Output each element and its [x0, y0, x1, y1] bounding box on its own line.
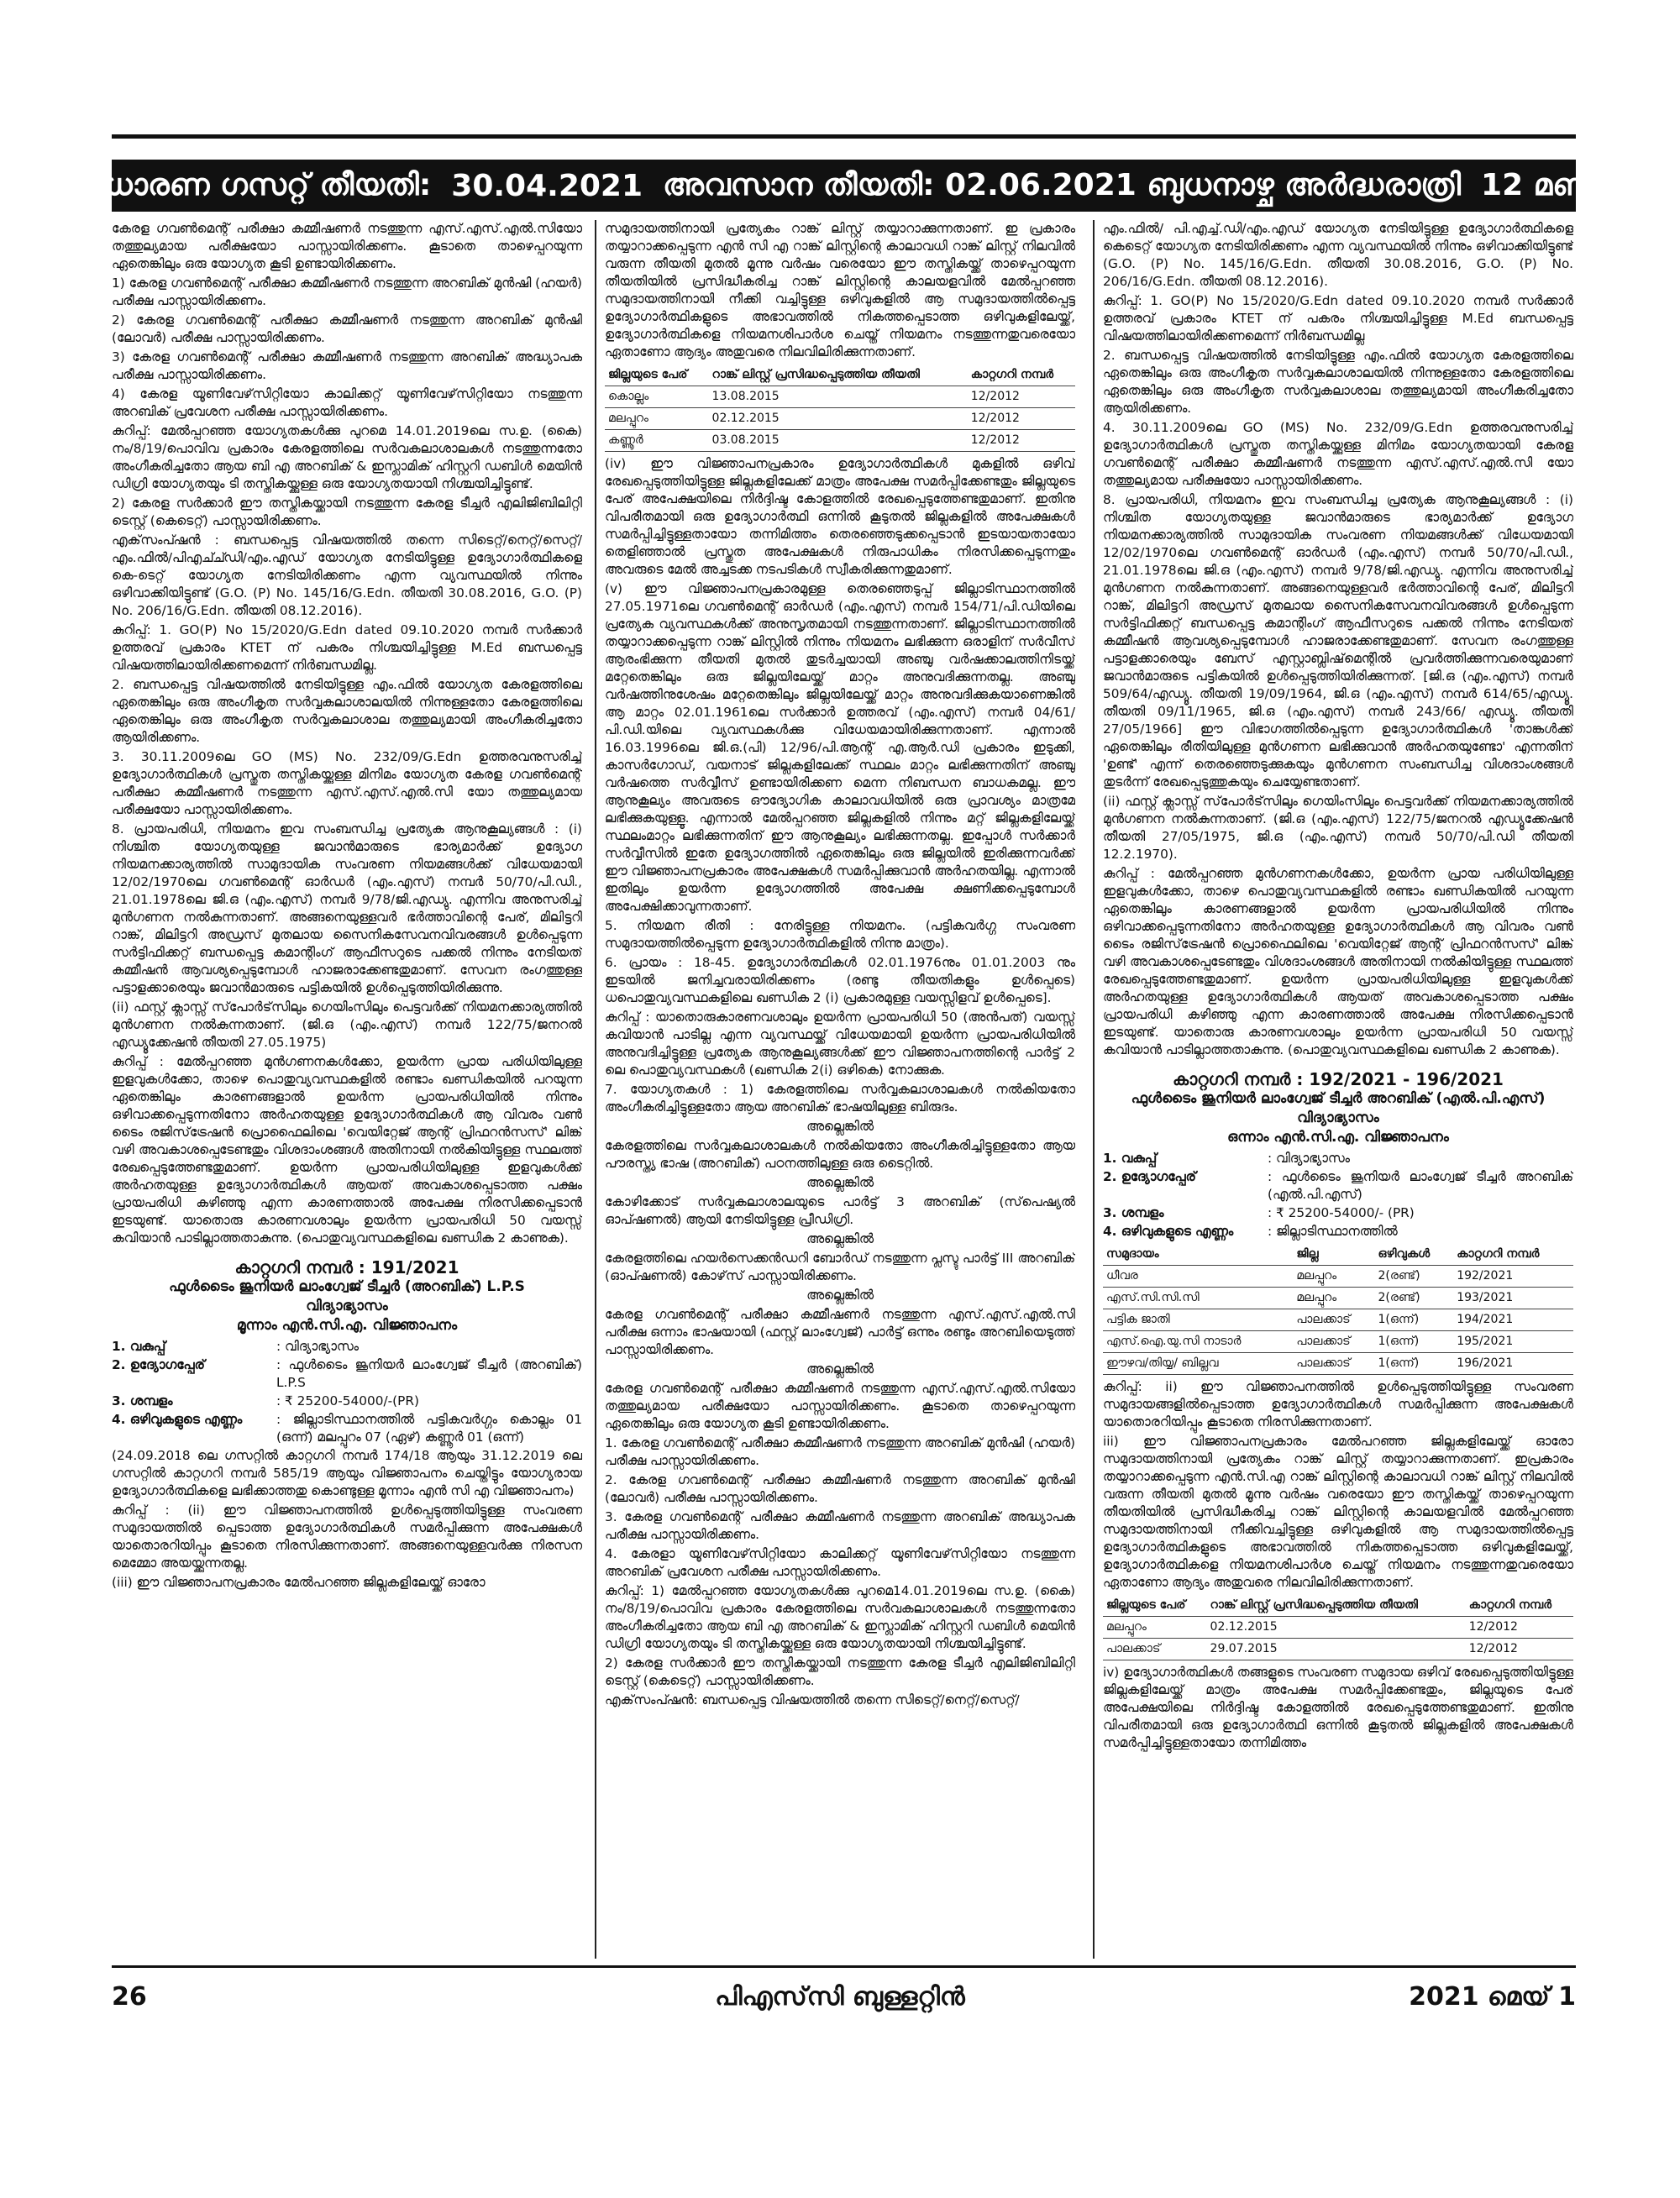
detail-row: 2. ഉദ്യോഗപ്പേര് : ഫുള്‍ടൈം ജൂനിയര്‍ ലാംഗ്വേജ് ടീച്ചര്‍ (അറബിക്) L.P.S — [112, 1357, 582, 1390]
paragraph: (iv) ഈ വിജ്ഞാപനപ്രകാരം ഉദ്യോഗാര്‍ത്ഥികള്‍ മുകളില്‍ ഒഴിവ് രേഖപ്പെടുത്തിയിട്ടുള്ള ജില്ലകളിലേക്ക് മാത്രം അപേക്ഷ സമര്‍പ്പിക്കേണ്ടതും ജില്ലയുടെ പേര് അപേക്ഷയിലെ നിര്‍ദ്ദിഷ്ട കോളത്തില്‍ രേഖപ്പെടുത്തേണ്ടതുമാണ്. ഇതിനു വിപരീതമായി ഒരു ഉദ്യോഗാര്‍ത്ഥി ഒന്നില്‍ കൂടുതല്‍ ജില്ലകളില്‍ അപേക്ഷകള്‍ സമര്‍പ്പിച്ചിട്ടുള്ളതായോ തന്നിമിത്തം തെരഞ്ഞെടുക്കപ്പെടാന്‍ ഇടയായതായോ തെളിഞ്ഞാല്‍ പ്രസ്തുത അപേക്ഷകള്‍ നിരുപാധികം നിരസിക്കപ്പെടുന്നതും അവരുടെ മേല്‍ അച്ചടക്ക നടപടികള്‍ സ്വീകരിക്കുന്നതുമാണ്. — [605, 456, 1075, 577]
note: കുറിപ്പ് : (ii) ഈ വിജ്ഞാപനത്തില്‍ ഉള്‍പ്പെടുത്തിയിട്ടുള്ള സംവരണ സമുദായത്തില്‍ പ്പെടാത്ത ഉദ്യോഗാര്‍ത്ഥികള്‍ സമര്‍പ്പിക്കുന്ന അപേക്ഷകള്‍ യാതൊരറിയിപ്പും കൂടാതെ നിരസിക്കുന്നതാണ്. അങ്ങനെയുള്ളവര്‍ക്കു നിരസന മെമ്മോ അയയ്ക്കുന്നതല്ല. — [112, 1503, 582, 1571]
or-separator: അല്ലെങ്കില്‍ — [806, 1361, 874, 1377]
publication-title: പിഎസ്‌സി ബുള്ളറ്റിന്‍ — [715, 1982, 965, 2012]
note: 3. 30.11.2009ലെ GO (MS) No. 232/09/G.Edn ഉത്തരവനുസരിച്ച് ഉദ്യോഗാര്‍ത്ഥികള്‍ പ്രസ്തുത തസ്തികയ്ക്കുള്ള മിനിമം യോഗ്യത കേരള ഗവണ്‍മെന്റ് പരീക്ഷാ കമ്മീഷണര്‍ നടത്തുന്ന എസ്.എസ്.എല്‍.സി യോ തത്തുല്യമായ പരീക്ഷയോ പാസ്സായിരിക്കണം. — [112, 749, 582, 817]
detail-row: 3. ശമ്പളം : ₹ 25200-54000/-(PR) — [112, 1393, 419, 1409]
age-concession: (ii) ഫസ്റ്റ് ക്ലാസ്സ് സ്‌പോര്‍ട്‌സിലും ഗെയിംസിലും പെട്ടവര്‍ക്ക് നിയമനക്കാര്യത്തില്‍ മുന്‍ഗണന നല്‍കുന്നതാണ്. (ജി.ഒ (എം.എസ്) നമ്പര്‍ 122/75/ജനറല്‍ എഡ്യൂക്കേഷന്‍ തീയതി 27.05.1975) — [112, 999, 582, 1050]
table-header: സമുദായം — [1103, 1244, 1293, 1266]
qualification: കേരള ഗവണ്‍മെന്റ് പരീക്ഷാ കമ്മീഷണര്‍ നടത്തുന്ന എസ്.എസ്.എല്‍.സി പരീക്ഷ ഒന്നാം ഭാഷയായി (ഫസ്റ്റ് ലാംഗ്വേജ്) പാര്‍ട്ട് ഒന്നും രണ്ടും അറബിയെടുത്ത് പാസ്സായിരിക്കണം. — [605, 1307, 1075, 1357]
last-date: അവസാന തീയതി: 02.06.2021 ബുധനാഴ്ച അര്‍ദ്ധരാത്രി — [663, 168, 1462, 202]
detail-row: 1. വകുപ്പ് : വിദ്യാഭ്യാസം — [1103, 1151, 1350, 1166]
qualification: 7. യോഗ്യതകള്‍ : 1) കേരളത്തിലെ സര്‍വ്വകലാശാലകള്‍ നല്‍കിയതോ അംഗീകരിച്ചിട്ടുള്ളതോ ആയ അറബിക് ഭാഷയിലുള്ള ബിരുദം. — [605, 1082, 1075, 1115]
detail-row: 3. ശമ്പളം : ₹ 25200-54000/- (PR) — [1103, 1205, 1415, 1220]
paragraph: സമുദായത്തിനായി പ്രത്യേകം റാങ്ക് ലിസ്റ്റ് തയ്യാറാക്കുന്നതാണ്. ഇ പ്രകാരം തയ്യാറാക്കപ്പെടുന്ന എന്‍ സി എ റാങ്ക് ലിസ്റ്റിന്റെ കാലാവധി റാങ്ക് ലിസ്റ്റ് നിലവില്‍ വരുന്ന തീയതി മുതല്‍ മൂന്നു വര്‍ഷം വരെയോ ഈ തസ്തികയ്ക്ക് താഴെപ്പറയുന്ന തീയതിയില്‍ പ്രസിദ്ധീകരിച്ച റാങ്ക് ലിസ്റ്റിന്റെ കാലയളവില്‍ മേല്‍പ്പറഞ്ഞ സമുദായത്തിനായി നീക്കി വച്ചിട്ടുള്ള ഒഴിവുകളില്‍ ആ സമുദായത്തില്‍പ്പെട്ട ഉദ്യോഗാര്‍ത്ഥികളുടെ അഭാവത്തില്‍ നികത്തപ്പെടാത്ത ഒഴിവുകളിലേയ്ക്ക്, ഉദ്യോഗാര്‍ത്ഥികളെ നിയമനശിപാര്‍ശ ചെയ്ത് നിയമനം നടത്തുന്നതുവരെയോ ഏതാണോ ആദ്യം അതുവരെ നിലവിലിരിക്കുന്നതാണ്. — [605, 221, 1075, 359]
table-row: എസ്.ഐ.യു.സി നാടാര്‍ പാലക്കാട് 1(ഒന്ന്) 195/2021 — [1103, 1331, 1573, 1353]
or-separator: അല്ലെങ്കില്‍ — [806, 1231, 874, 1246]
paragraph: കേരള ഗവണ്‍മെന്റ് പരീക്ഷാ കമ്മീഷണര്‍ നടത്തുന്ന എസ്.എസ്.എല്‍.സിയോ തത്തുല്യമായ പരീക്ഷയോ പാസ്സായിരിക്കണം. കൂടാതെ താഴെപ്പറയുന്ന ഏതെങ്കിലും ഒരു യോഗ്യത കൂടി ഉണ്ടായിരിക്കണം. — [112, 221, 582, 271]
note: കുറിപ്പ്: 1) മേല്‍പ്പറഞ്ഞ യോഗ്യതകള്‍ക്കു പുറമെ14.01.2019ലെ സ.ഉ. (കൈ) നം/8/19/പൊവിവ പ്രകാരം കേരളത്തിലെ സര്‍വകലാശാലകള്‍ നടത്തുന്നതോ അംഗീകരിച്ചതോ ആയ ബി എ അറബിക് & ഇസ്ലാമിക് ഹിസ്റ്ററി ഡബിള്‍ മെയിന്‍ ഡിഗ്രി യോഗ്യതയും ടി തസ്തികയ്ക്കുള്ള ഒരു യോഗ്യതയായി നിശ്ചയിച്ചിട്ടുണ്ട്. — [605, 1583, 1075, 1651]
category-title: ഫുള്‍ടൈം ജൂനിയര്‍ ലാംഗ്വേജ് ടീച്ചര്‍ (അറബിക്) L.P.S — [169, 1278, 525, 1295]
note: കുറിപ്പ് : യാതൊരുകാരണവശാലും ഉയര്‍ന്ന പ്രായപരിധി 50 (അന്‍പത്) വയസ്സ് കവിയാന്‍ പാടില്ല എന്ന വ്യവസ്ഥയ്ക്ക് വിധേയമായി ഉയര്‍ന്ന പ്രായപരിധിയില്‍ അനുവദിച്ചിട്ടുള്ള പ്രത്യേക ആനുകൂല്യങ്ങള്‍ക്ക് ഈ വിജ്ഞാപനത്തിന്റെ പാര്‍ട്ട് 2 ലെ പൊതുവ്യവസ്ഥകള്‍ (ഖണ്ഡിക 2(i) ഒഴികെ) നോക്കുക. — [605, 1010, 1075, 1078]
note: കുറിപ്പ്: 1. GO(P) No 15/2020/G.Edn dated 09.10.2020 നമ്പര്‍ സര്‍ക്കാര്‍ ഉത്തരവ് പ്രകാരം KTET ന് പകരം നിശ്ചയിച്ചിട്ടുള്ള M.Ed ബന്ധപ്പെട്ട വിഷയത്തിലായിരിക്കണമെന്ന് നിര്‍ബന്ധമില്ല — [1103, 293, 1573, 344]
table-header: കാറ്റഗറി നമ്പര്‍ — [1453, 1244, 1573, 1266]
column-1 — [112, 220, 582, 1959]
detail-row: 4. ഒഴിവുകളുടെ എണ്ണം : ജില്ലാടിസ്ഥാനത്തില്‍ — [1103, 1224, 1398, 1239]
gazette-banner — [8, 160, 1679, 212]
table-row: കണ്ണൂര്‍ 03.08.2015 12/2012 — [605, 430, 1075, 452]
category-number: കാറ്റഗറി നമ്പര്‍ : 191/2021 — [234, 1257, 459, 1277]
note: 2. ബന്ധപ്പെട്ട വിഷയത്തില്‍ നേടിയിട്ടുള്ള എം.ഫില്‍ യോഗ്യത കേരളത്തിലെ ഏതെങ്കിലും ഒരു അംഗീകൃത സര്‍വ്വകലാശാലയില്‍ നിന്നുള്ളതോ കേരളത്തിലെ ഏതെങ്കിലും ഒരു അംഗീകൃത സര്‍വ്വകലാശാല തത്തുല്യമായി അംഗീകരിച്ചതോ ആയിരിക്കണം. — [1103, 348, 1573, 416]
exemption: എക്‌സംപ്ഷന്‍: ബന്ധപ്പെട്ട വിഷയത്തില്‍ തന്നെ സിടെറ്റ്/നെറ്റ്/സെറ്റ്/ — [605, 1692, 1020, 1708]
gazette-date: 30.04.2021 — [451, 168, 643, 203]
nca-notice: മൂന്നാം എന്‍.സി.എ. വിജ്ഞാപനം — [236, 1317, 458, 1334]
category-header — [1103, 1071, 1573, 1146]
note: 4. 30.11.2009ലെ GO (MS) No. 232/09/G.Edn ഉത്തരവനുസരിച്ച് ഉദ്യോഗാര്‍ത്ഥികള്‍ പ്രസ്തുത തസ്തികയ്ക്കുള്ള മിനിമം യോഗ്യതയായി കേരള ഗവണ്‍മെന്റ് പരീക്ഷാ കമ്മീഷണര്‍ നടത്തുന്ന എസ്.എസ്.എല്‍.സി യോ തത്തുല്യമായ പരീക്ഷയോ പാസ്സായിരിക്കണം. — [1103, 420, 1573, 488]
department: വിദ്യാഭ്യാസം — [306, 1298, 388, 1314]
category-header — [112, 1259, 582, 1335]
detail-row: 4. ഒഴിവുകളുടെ എണ്ണം : ജില്ലാടിസ്ഥാനത്തില്‍ പട്ടികവര്‍ഗ്ഗം കൊല്ലം 01 (ഒന്ന്) മലപ്പുറം 07 (ഏഴ്) കണ്ണൂര്‍ 01 (ഒന്ന്) — [112, 1412, 582, 1445]
note: 2) കേരള സര്‍ക്കാര്‍ ഈ തസ്തികയ്ക്കായി നടത്തുന്ന കേരള ടീച്ചര്‍ എലിജിബിലിറ്റി ടെസ്റ്റ് (കെടെറ്റ്) പാസ്സായിരിക്കണം. — [112, 496, 582, 528]
note: കുറിപ്പ്: മേല്‍പ്പറഞ്ഞ യോഗ്യതകള്‍ക്കു പുറമെ 14.01.2019ലെ സ.ഉ. (കൈ) നം/8/19/പൊവിവ പ്രകാരം കേരളത്തിലെ സര്‍വകലാശാലകള്‍ നടത്തുന്നതോ അംഗീകരിച്ചതോ ആയ ബി എ അറബിക് & ഇസ്ലാമിക് ഹിസ്റ്ററി ഡബിള്‍ മെയിന്‍ ഡിഗ്രി യോഗ്യതയും ടി തസ്തികയ്ക്കുള്ള ഒരു യോഗ്യതയായി നിശ്ചയിച്ചിട്ടുണ്ട്. — [112, 423, 582, 491]
age-note: കുറിപ്പ് : മേല്‍പ്പറഞ്ഞ മുന്‍ഗണനകള്‍ക്കോ, ഉയര്‍ന്ന പ്രായ പരിധിയിലുള്ള ഇളവുകള്‍ക്കോ, താഴെ പൊതുവ്യവസ്ഥകളില്‍ രണ്ടാം ഖണ്ഡികയില്‍ പറയുന്ന ഏതെങ്കിലും കാരണങ്ങളാല്‍ ഉയര്‍ന്ന പ്രായപരിധിയില്‍ നിന്നും ഒഴിവാക്കപ്പെടുന്നതിനോ അര്‍ഹതയുള്ള ഉദ്യോഗാര്‍ത്ഥികള്‍ ആ വിവരം വണ്‍ ടൈം രജിസ്‌ട്രേഷന്‍ പ്രൊഫൈലിലെ 'വെയിറ്റേജ് ആന്റ് പ്രിഫറന്‍സസ്' ലിങ്ക് വഴി അവകാശപ്പെടേണ്ടതും വിശദാംശങ്ങള്‍ അതിനായി നല്‍കിയിട്ടുള്ള സ്ഥലത്ത് രേഖപ്പെടുത്തേണ്ടതുമാണ്. ഉയര്‍ന്ന പ്രായപരിധിയിലുള്ള ഇളവുകള്‍ക്ക് അര്‍ഹതയുള്ള ഉദ്യോഗാര്‍ത്ഥികള്‍ ആയത് അവകാശപ്പെടാത്ത പക്ഷം പ്രായപരിധി കഴിഞ്ഞു എന്ന കാരണത്താല്‍ അപേക്ഷ നിരസിക്കപ്പെടാന്‍ ഇടയുണ്ട്. യാതൊരു കാരണവശാലും ഉയര്‍ന്ന പ്രായപരിധി 50 വയസ്സ് കവിയാന്‍ പാടില്ലാത്തതാകുന്നു. (പൊതുവ്യവസ്ഥകളിലെ ഖണ്ഡിക 2 കാണുക). — [1103, 866, 1573, 1057]
qualification: കേരള ഗവണ്‍മെന്റ് പരീക്ഷാ കമ്മീഷണര്‍ നടത്തുന്ന എസ്.എസ്.എല്‍.സിയോ തത്തുല്യമായ പരീക്ഷയോ പാസ്സായിരിക്കണം. കൂടാതെ താഴെപ്പറയുന്ന ഏതെങ്കിലും ഒരു യോഗ്യത കൂടി ഉണ്ടായിരിക്കണം. — [605, 1381, 1075, 1431]
page-number: 26 — [112, 1982, 147, 2012]
paragraph: 5. നിയമന രീതി : നേരിട്ടുള്ള നിയമനം. (പട്ടികവര്‍ഗ്ഗ സംവരണ സമുദായത്തില്‍പ്പെടുന്ന ഉദ്യോഗാര്‍ത്ഥികളില്‍ നിന്നു മാത്രം). — [605, 918, 1075, 951]
list-item: 3. കേരള ഗവണ്‍മെന്റ് പരീക്ഷാ കമ്മീഷണര്‍ നടത്തുന്ന അറബിക് അദ്ധ്യാപക പരീക്ഷ പാസ്സായിരിക്കണം. — [605, 1509, 1075, 1542]
column-divider — [1093, 220, 1095, 1959]
list-item: 2. കേരള ഗവണ്‍മെന്റ് പരീക്ഷാ കമ്മീഷണര്‍ നടത്തുന്ന അറബിക് മുന്‍ഷി (ലോവര്‍) പരീക്ഷ പാസ്സായിരിക്കണം. — [605, 1472, 1075, 1505]
list-item: 4. കേരളാ യൂണിവേഴ്‌സിറ്റിയോ കാലിക്കറ്റ് യൂണിവേഴ്‌സിറ്റിയോ നടത്തുന്ന അറബിക് പ്രവേശന പരീക്ഷ പാസ്സായിരിക്കണം. — [605, 1546, 1075, 1579]
exemption: എക്‌സംപ്ഷന്‍ : ബന്ധപ്പെട്ട വിഷയത്തില്‍ തന്നെ സിടെറ്റ്/നെറ്റ്/സെറ്റ്/എം.ഫില്‍/പിഎച്ച്ഡി/എം.എഡ് യോഗ്യത നേടിയിട്ടുള്ള ഉദ്യോഗാര്‍ത്ഥികളെ കെ-ടെറ്റ് യോഗ്യത നേടിയിരിക്കണം എന്ന വ്യവസ്ഥയില്‍ നിന്നും ഒഴിവാക്കിയിട്ടുണ്ട് (G.O. (P) No. 145/16/G.Edn. തീയതി 30.08.2016, G.O. (P) No. 206/16/G.Edn. തീയതി 08.12.2016). — [112, 532, 582, 618]
paragraph: എം.ഫില്‍/ പി.എച്ച്.ഡി/എം.എഡ് യോഗ്യത നേടിയിട്ടുള്ള ഉദ്യോഗാര്‍ത്ഥികളെ കെടെറ്റ് യോഗ്യത നേടിയിരിക്കണം എന്ന വ്യവസ്ഥയില്‍ നിന്നും ഒഴിവാക്കിയിട്ടുണ്ട് (G.O. (P) No. 145/16/G.Edn. തീയതി 30.08.2016, G.O. (P) No. 206/16/G.Edn. തീയതി 08.12.2016). — [1103, 221, 1573, 289]
table-header: കാറ്റഗറി നമ്പര്‍ — [968, 365, 1075, 386]
qualification: കേരളത്തിലെ ഹയര്‍സെക്കന്‍ഡറി ബോര്‍ഡ് നടത്തുന്ന പ്ലസ്ടു പാര്‍ട്ട് III അറബിക് (ഓപ്ഷണല്‍) കോഴ്‌സ് പാസ്സായിരിക്കണം. — [605, 1251, 1075, 1283]
list-item: 2) കേരള ഗവണ്‍മെന്റ് പരീക്ഷാ കമ്മീഷണര്‍ നടത്തുന്ന അറബിക് മുന്‍ഷി (ലോവര്‍) പരീക്ഷ പാസ്സായിരിക്കണം. — [112, 312, 582, 345]
qualification: കേരളത്തിലെ സര്‍വ്വകലാശാലകള്‍ നല്‍കിയതോ അംഗീകരിച്ചിട്ടുള്ളതോ ആയ പൗരസ്ത്യ ഭാഷ (അറബിക്) പഠനത്തിലുള്ള ഒരു ടൈറ്റില്‍. — [605, 1138, 1075, 1171]
age-note: കുറിപ്പ് : മേല്‍പ്പറഞ്ഞ മുന്‍ഗണനകള്‍ക്കോ, ഉയര്‍ന്ന പ്രായ പരിധിയിലുള്ള ഇളവുകള്‍ക്കോ, താഴെ പൊതുവ്യവസ്ഥകളില്‍ രണ്ടാം ഖണ്ഡികയില്‍ പറയുന്ന ഏതെങ്കിലും കാരണങ്ങളാല്‍ ഉയര്‍ന്ന പ്രായപരിധിയില്‍ നിന്നും ഒഴിവാക്കപ്പെടുന്നതിനോ അര്‍ഹതയുള്ള ഉദ്യോഗാര്‍ത്ഥികള്‍ ആ വിവരം വണ്‍ ടൈം രജിസ്‌ട്രേഷന്‍ പ്രൊഫൈലിലെ 'വെയിറ്റേജ് ആന്റ് പ്രിഫറന്‍സസ്' ലിങ്ക് വഴി അവകാശപ്പെടേണ്ടതും വിശദാംശങ്ങള്‍ അതിനായി നല്‍കിയിട്ടുള്ള സ്ഥലത്ത് രേഖപ്പെടുത്തേണ്ടതുമാണ്. ഉയര്‍ന്ന പ്രായപരിധിയിലുള്ള ഇളവുകള്‍ക്ക് അര്‍ഹതയുള്ള ഉദ്യോഗാര്‍ത്ഥികള്‍ ആയത് അവകാശപ്പെടാത്ത പക്ഷം പ്രായപരിധി കഴിഞ്ഞു എന്ന കാരണത്താല്‍ അപേക്ഷ നിരസിക്കപ്പെടാന്‍ ഇടയുണ്ട്. യാതൊരു കാരണവശാലും ഉയര്‍ന്ന പ്രായപരിധി 50 വയസ്സ് കവിയാന്‍ പാടില്ലാത്തതാകുന്നു. (പൊതുവ്യവസ്ഥകളിലെ ഖണ്ഡിക 2 കാണുക). — [112, 1054, 582, 1246]
detail-row: 2. ഉദ്യോഗപ്പേര് : ഫുള്‍ടൈം ജൂനിയര്‍ ലാംഗ്വേജ് ടീച്ചര്‍ അറബിക് (എല്‍.പി.എസ്) — [1103, 1169, 1573, 1202]
or-separator: അല്ലെങ്കില്‍ — [806, 1288, 874, 1303]
table-row: മലപ്പുറം 02.12.2015 12/2012 — [605, 408, 1075, 430]
paragraph: (v) ഈ വിജ്ഞാപനപ്രകാരമുള്ള തെരഞ്ഞെടുപ്പ് ജില്ലാടിസ്ഥാനത്തില്‍ 27.05.1971ലെ ഗവണ്‍മെന്റ് ഓര്‍ഡര്‍ (എം.എസ്) നമ്പര്‍ 154/71/പി.ഡിയിലെ പ്രത്യേക വ്യവസ്ഥകള്‍ക്ക് അനുസൃതമായി നടത്തുന്നതാണ്. ജില്ലാടിസ്ഥാനത്തില്‍ തയ്യാറാക്കപ്പെടുന്ന റാങ്ക് ലിസ്റ്റില്‍ നിന്നും നിയമനം ലഭിക്കുന്ന ഒരാളിന് സര്‍വീസ് ആരംഭിക്കുന്ന തീയതി മുതല്‍ തുടര്‍ച്ചയായി അഞ്ചു വര്‍ഷക്കാലത്തിനിടയ്ക്ക് മറ്റേതെങ്കിലും ഒരു ജില്ലയിലേയ്ക്ക് മാറ്റം അനുവദിക്കുന്നതല്ല. അഞ്ചു വര്‍ഷത്തിനുശേഷം മറ്റേതെങ്കിലും ജില്ലയിലേയ്ക്ക് മാറ്റം അനുവദിക്കുകയാണെങ്കില്‍ ആ മാറ്റം 02.01.1961ലെ സര്‍ക്കാര്‍ ഉത്തരവ് (എം.എസ്) നമ്പര്‍ 04/61/പി.ഡി.യിലെ വ്യവസ്ഥകള്‍ക്കു വിധേയമായിരിക്കുന്നതാണ്. എന്നാല്‍ 16.03.1996ലെ ജി.ഒ.(പി) 12/96/പി.ആന്റ് എ.ആര്‍.ഡി പ്രകാരം ഇടുക്കി, കാസര്‍ഗോഡ്, വയനാട് ജില്ലകളിലേക്ക് സ്ഥലം മാറ്റം ലഭിക്കുന്നതിന് അഞ്ചു വര്‍ഷത്തെ സര്‍വ്വീസ് ഉണ്ടായിരിക്കണ മെന്ന നിബന്ധന ബാധകമല്ല. ഈ ആനുകൂല്യം അവരുടെ ഔദ്യോഗിക കാലാവധിയില്‍ ഒരു പ്രാവശ്യം മാത്രമേ ലഭിക്കുകയുള്ളൂ. എന്നാല്‍ മേല്‍പ്പറഞ്ഞ ജില്ലകളില്‍ നിന്നും മറ്റ് ജില്ലകളിലേയ്ക്ക് സ്ഥലംമാറ്റം ലഭിക്കുന്നതിന് ഈ ആനുകൂല്യം ലഭിക്കുന്നതല്ല. ഇപ്പോള്‍ സര്‍ക്കാര്‍ സര്‍വ്വീസില്‍ ഇതേ ഉദ്യോഗത്തില്‍ ഏതെങ്കിലും ഒരു ജില്ലയില്‍ ഇരിക്കുന്നവര്‍ക്ക് ഈ വിജ്ഞാപനപ്രകാരം അപേക്ഷകള്‍ സമര്‍പ്പിക്കുവാന്‍ അര്‍ഹതയില്ല. എന്നാല്‍ ഇതിലും ഉയര്‍ന്ന ഉദ്യോഗത്തില്‍ അപേക്ഷ ക്ഷണിക്കപ്പെടുമ്പോള്‍ അപേക്ഷിക്കാവുന്നതാണ്. — [605, 581, 1075, 914]
table-row: കൊല്ലം 13.08.2015 12/2012 — [605, 386, 1075, 408]
column-divider — [595, 220, 596, 1959]
rank-list-table — [1103, 1595, 1573, 1660]
table-header: ജില്ലയുടെ പേര് — [1103, 1595, 1207, 1617]
department: വിദ്യാഭ്യാസം — [1297, 1109, 1379, 1126]
column-2 — [605, 220, 1075, 1959]
table-header: കാറ്റഗറി നമ്പര്‍ — [1466, 1595, 1573, 1617]
nca-notice: ഒന്നാം എന്‍.സി.എ. വിജ്ഞാപനം — [1227, 1129, 1449, 1146]
table-header: ജില്ല — [1293, 1244, 1374, 1266]
note: 2. ബന്ധപ്പെട്ട വിഷയത്തില്‍ നേടിയിട്ടുള്ള എം.ഫില്‍ യോഗ്യത കേരളത്തിലെ ഏതെങ്കിലും ഒരു അംഗീകൃത സര്‍വ്വകലാശാലയില്‍ നിന്നുള്ളതോ കേരളത്തിലെ ഏതെങ്കിലും ഒരു അംഗീകൃത സര്‍വ്വകലാശാല തത്തുല്യമായി അംഗീകരിച്ചതോ ആയിരിക്കണം. — [112, 677, 582, 745]
rank-list-table — [605, 365, 1075, 452]
issue-date: 2021 മെയ് 1 — [1409, 1982, 1576, 2012]
paragraph: iv) ഉദ്യോഗാര്‍ത്ഥികള്‍ തങ്ങളുടെ സംവരണ സമുദായ ഒഴിവ് രേഖപ്പെടുത്തിയിട്ടുള്ള ജില്ലകളിലേയ്ക്ക് മാത്രം അപേക്ഷ സമര്‍പ്പിക്കേണ്ടതും, ജില്ലയുടെ പേര് അപേക്ഷയിലെ നിര്‍ദ്ദിഷ്ട കോളത്തില്‍ രേഖപ്പെടുത്തേണ്ടതുമാണ്. ഇതിനു വിപരീതമായി ഒരു ഉദ്യോഗാര്‍ത്ഥി ഒന്നില്‍ കൂടുതല്‍ ജില്ലകളില്‍ അപേക്ഷകള്‍ സമര്‍പ്പിച്ചിട്ടുള്ളതായോ തന്നിമിത്തം — [1103, 1665, 1573, 1750]
note: കുറിപ്പ്: ii) ഈ വിജ്ഞാപനത്തില്‍ ഉള്‍പ്പെടുത്തിയിട്ടുള്ള സംവരണ സമുദായങ്ങളില്‍പ്പെടാത്ത ഉദ്യോഗാര്‍ത്ഥികള്‍ സമര്‍പ്പിക്കുന്ന അപേക്ഷകള്‍ യാതൊരറിയിപ്പും കൂടാതെ നിരസിക്കുന്നതാണ്. — [1103, 1379, 1573, 1429]
table-row: എസ്.സി.സി.സി മലപ്പുറം 2(രണ്ട്) 193/2021 — [1103, 1288, 1573, 1309]
gazette-reference: (24.09.2018 ലെ ഗസറ്റില്‍ കാറ്റഗറി നമ്പര്‍ 174/18 ആയും 31.12.2019 ലെ ഗസറ്റില്‍ കാറ്റഗറി നമ്പര്‍ 585/19 ആയും വിജ്ഞാപനം ചെയ്തിട്ടും യോഗ്യരായ ഉദ്യോഗാര്‍ത്ഥികളെ ലഭിക്കാത്തതു കൊണ്ടുള്ള മൂന്നാം എന്‍ സി എ വിജ്ഞാപനം) — [112, 1448, 582, 1498]
table-row: പാലക്കാട് 29.07.2015 12/2012 — [1103, 1639, 1573, 1660]
top-rule — [112, 134, 1576, 139]
age-concession: (ii) ഫസ്റ്റ് ക്ലാസ്സ് സ്‌പോര്‍ട്‌സിലും ഗെയിംസിലും പെട്ടവര്‍ക്ക് നിയമനക്കാര്യത്തില്‍ മുന്‍ഗണന നല്‍കുന്നതാണ്. (ജി.ഒ (എം.എസ്) 122/75/ജനറല്‍ എഡ്യൂക്കേഷന്‍ തീയതി 27/05/1975, ജി.ഒ (എം.എസ്) നമ്പര്‍ 50/70/പി.ഡി തീയതി 12.2.1970). — [1103, 794, 1573, 862]
or-separator: അല്ലെങ്കില്‍ — [806, 1119, 874, 1134]
age-concession: 8. പ്രായപരിധി, നിയമനം ഇവ സംബന്ധിച്ച പ്രത്യേക ആനുകൂല്യങ്ങള്‍ : (i) നിശ്ചിത യോഗ്യതയുള്ള ജവാന്‍മാരുടെ ഭാര്യമാര്‍ക്ക് ഉദ്യോഗ നിയമനക്കാര്യത്തില്‍ സാമുദായിക സംവരണ നിയമങ്ങള്‍ക്ക് വിധേയമായി 12/02/1970ലെ ഗവണ്‍മെന്റ് ഓര്‍ഡര്‍ (എം.എസ്) നമ്പര്‍ 50/70/പി.ഡി., 21.01.1978ലെ ജി.ഒ (എം.എസ്) നമ്പര്‍ 9/78/ജി.എഡ്യു. എന്നിവ അനുസരിച്ച് മുന്‍ഗണന നല്‍കുന്നതാണ്. അങ്ങനെയുള്ളവര്‍ ഭര്‍ത്താവിന്റെ പേര്, മിലിട്ടറി റാങ്ക്, മിലിട്ടറി അഡ്രസ് മുതലായ സൈനികസേവനവിവരങ്ങള്‍ ഉള്‍പ്പെടുന്ന സര്‍ട്ടിഫിക്കറ്റ് ബന്ധപ്പെട്ട കമാന്റിംഗ് ആഫീസറുടെ പക്കല്‍ നിന്നും നേടിയത് കമ്മീഷന്‍ ആവശ്യപ്പെടുമ്പോള്‍ ഹാജരാക്കേണ്ടതുമാണ്. സേവന രംഗത്തുള്ള പട്ടാളക്കാരെയും ബേസ് എസ്റ്റാബ്ലിഷ്‌മെന്റില്‍ പ്രവര്‍ത്തിക്കുന്നവരെയുമാണ് ജവാന്‍മാരുടെ പട്ടികയില്‍ ഉള്‍പ്പെടുത്തിയിരിക്കുന്നത്. [ജി.ഒ (എം.എസ്) നമ്പര്‍ 509/64/എഡ്യൂ. തീയതി 19/09/1964, ജി.ഒ (എം.എസ്) നമ്പര്‍ 614/65/എഡ്യൂ. തീയതി 09/11/1965, ജി.ഒ (എം.എസ്) നമ്പര്‍ 243/66/ എഡ്യൂ. തീയതി 27/05/1966] ഈ വിഭാഗത്തില്‍പ്പെടുന്ന ഉദ്യോഗാര്‍ത്ഥികള്‍ 'താങ്കള്‍ക്ക് ഏതെങ്കിലും രീതിയിലുള്ള മുന്‍ഗണന ലഭിക്കുവാന്‍ അര്‍ഹതയുണ്ടോ' എന്നതിന് 'ഉണ്ട്' എന്ന് തെരഞ്ഞെടുക്കുകയും മുന്‍ഗണന സംബന്ധിച്ച വിശദാംശങ്ങള്‍ തുടര്‍ന്ന് രേഖപ്പെടുത്തുകയും ചെയ്യേണ്ടതാണ്. — [1103, 492, 1573, 789]
table-row: ഈഴവ/തിയ്യ/ ബില്ലവ പാലക്കാട് 1(ഒന്ന്) 196/2021 — [1103, 1353, 1573, 1375]
note: കുറിപ്പ്: 1. GO(P) No 15/2020/G.Edn dated 09.10.2020 നമ്പര്‍ സര്‍ക്കാര്‍ ഉത്തരവ് പ്രകാരം KTET ന് പകരം നിശ്ചയിച്ചിട്ടുള്ള M.Ed ബന്ധപ്പെട്ട വിഷയത്തിലായിരിക്കണമെന്ന് നിര്‍ബന്ധമില്ല. — [112, 622, 582, 673]
list-item: 1) കേരള ഗവണ്‍മെന്റ് പരീക്ഷാ കമ്മീഷണര്‍ നടത്തുന്ന അറബിക് മുന്‍ഷി (ഹയര്‍) പരീക്ഷ പാസ്സായിരിക്കണം. — [112, 275, 582, 308]
table-header: ഒഴിവുകള്‍ — [1375, 1244, 1454, 1266]
list-item: 1. കേരള ഗവണ്‍മെന്റ് പരീക്ഷാ കമ്മീഷണര്‍ നടത്തുന്ന അറബിക് മുന്‍ഷി (ഹയര്‍) പരീക്ഷ പാസ്സായിരിക്കണം. — [605, 1435, 1075, 1468]
note: 2) കേരള സര്‍ക്കാര്‍ ഈ തസ്തികയ്ക്കായി നടത്തുന്ന കേരള ടീച്ചര്‍ എലിജിബിലിറ്റി ടെസ്റ്റ് (കെടെറ്റ്) പാസ്സായിരിക്കണം. — [605, 1655, 1075, 1688]
list-item: 3) കേരള ഗവണ്‍മെന്റ് പരീക്ഷാ കമ്മീഷണര്‍ നടത്തുന്ന അറബിക് അദ്ധ്യാപക പരീക്ഷ പാസ്സായിരിക്കണം. — [112, 349, 582, 382]
gazette-date-label: അസാധാരണ ഗസറ്റ് തീയതി: — [8, 168, 432, 202]
note: (iii) ഈ വിജ്ഞാപനപ്രകാരം മേല്‍പറഞ്ഞ ജില്ലകളിലേയ്ക്ക് ഓരോ — [112, 1575, 486, 1590]
table-header: ജില്ലയുടെ പേര് — [605, 365, 709, 386]
list-item: 4) കേരള യൂണിവേഴ്‌സിറ്റിയോ കാലിക്കറ്റ് യൂണിവേഴ്‌സിറ്റിയോ നടത്തുന്ന അറബിക് പ്രവേശന പരീക്ഷ പാസ്സായിരിക്കണം. — [112, 386, 582, 419]
table-header: റാങ്ക് ലിസ്റ്റ് പ്രസിദ്ധപ്പെടുത്തിയ തീയതി — [709, 365, 968, 386]
table-row: ധീവര മലപ്പുറം 2(രണ്ട്) 192/2021 — [1103, 1266, 1573, 1288]
or-separator: അല്ലെങ്കില്‍ — [806, 1175, 874, 1190]
table-row: മലപ്പുറം 02.12.2015 12/2012 — [1103, 1617, 1573, 1639]
category-number: കാറ്റഗറി നമ്പര്‍ : 192/2021 - 196/2021 — [1173, 1069, 1504, 1089]
paragraph: 6. പ്രായം : 18-45. ഉദ്യോഗാര്‍ത്ഥികള്‍ 02.01.1976നും 01.01.2003 നും ഇടയില്‍ ജനിച്ചവരായിരിക്കണം (രണ്ടു തീയതികളും ഉള്‍പ്പെടെ) ധപൊതുവ്യവസ്ഥകളിലെ ഖണ്ഡിക 2 (i) പ്രകാരമുള്ള വയസ്സിളവ് ഉള്‍പ്പെടെ]. — [605, 955, 1075, 1005]
vacancy-table — [1103, 1244, 1573, 1375]
detail-row: 1. വകുപ്പ് : വിദ്യാഭ്യാസം — [112, 1339, 359, 1354]
column-3 — [1103, 220, 1573, 1959]
qualification: കോഴിക്കോട് സര്‍വ്വകലാശാലയുടെ പാര്‍ട്ട് 3 അറബിക് (സ്‌പെഷ്യല്‍ ഓപ്ഷണല്‍) ആയി നേടിയിട്ടുള്ള പ്രീഡിഗ്രി. — [605, 1194, 1075, 1227]
deadline-time: 12 മണി വരെ — [1481, 168, 1679, 202]
paragraph: iii) ഈ വിജ്ഞാപനപ്രകാരം മേല്‍പറഞ്ഞ ജില്ലകളിലേയ്ക്ക് ഓരോ സമുദായത്തിനായി പ്രത്യേകം റാങ്ക് ലിസ്റ്റ് തയ്യാറാക്കുന്നതാണ്. ഇപ്രകാരം തയ്യാറാക്കപ്പെടുന്ന എന്‍.സി.എ റാങ്ക് ലിസ്റ്റിന്റെ കാലാവധി റാങ്ക് ലിസ്റ്റ് നിലവില്‍ വരുന്ന തീയതി മുതല്‍ മൂന്നു വര്‍ഷം വരെയോ ഈ തസ്തികയ്ക്ക് താഴെപ്പറയുന്ന തീയതിയില്‍ പ്രസിദ്ധീകരിച്ച റാങ്ക് ലിസ്റ്റിന്റെ കാലയളവില്‍ മേല്‍പ്പറഞ്ഞ സമുദായത്തിനായി നീക്കിവച്ചിട്ടുള്ള ഒഴിവുകളില്‍ ആ സമുദായത്തില്‍പ്പെട്ട ഉദ്യോഗാര്‍ത്ഥികളുടെ അഭാവത്തില്‍ നികത്തപ്പെടാത്ത ഒഴിവുകളിലേയ്ക്ക്, ഉദ്യോഗാര്‍ത്ഥികളെ നിയമനശിപാര്‍ശ ചെയ്ത് നിയമനം നടത്തുന്നതുവരെയോ ഏതാണോ ആദ്യം അതുവരെ നിലവിലിരിക്കുന്നതാണ്. — [1103, 1434, 1573, 1590]
age-concession: 8. പ്രായപരിധി, നിയമനം ഇവ സംബന്ധിച്ച പ്രത്യേക ആനുകൂല്യങ്ങള്‍ : (i) നിശ്ചിത യോഗ്യതയുള്ള ജവാന്‍മാരുടെ ഭാര്യമാര്‍ക്ക് ഉദ്യോഗ നിയമനക്കാര്യത്തില്‍ സാമുദായിക സംവരണ നിയമങ്ങള്‍ക്ക് വിധേയമായി 12/02/1970ലെ ഗവണ്‍മെന്റ് ഓര്‍ഡര്‍ (എം.എസ്) നമ്പര്‍ 50/70/പി.ഡി., 21.01.1978ലെ ജി.ഒ (എം.എസ്) നമ്പര്‍ 9/78/ജി.എഡ്യു. എന്നിവ അനുസരിച്ച് മുന്‍ഗണന നല്‍കുന്നതാണ്. അങ്ങനെയുള്ളവര്‍ ഭര്‍ത്താവിന്റെ പേര്, മിലിട്ടറി റാങ്ക്, മിലിട്ടറി അഡ്രസ് മുതലായ സൈനികസേവനവിവരങ്ങള്‍ ഉള്‍പ്പെടുന്ന സര്‍ട്ടിഫിക്കറ്റ് ബന്ധപ്പെട്ട കമാന്റിംഗ് ആഫീസറുടെ പക്കല്‍ നിന്നും നേടിയത് കമ്മീഷന്‍ ആവശ്യപ്പെടുമ്പോള്‍ ഹാജരാക്കേണ്ടതുമാണ്. സേവന രംഗത്തുള്ള പട്ടാളക്കാരെയും ജവാന്‍മാരുടെ പട്ടികയില്‍ ഉള്‍പ്പെടുത്തിയിരിക്കുന്നു. — [112, 821, 582, 995]
table-row: പട്ടിക ജാതി പാലക്കാട് 1(ഒന്ന്) 194/2021 — [1103, 1309, 1573, 1331]
bottom-rule — [112, 1965, 1576, 1968]
table-header: റാങ്ക് ലിസ്റ്റ് പ്രസിദ്ധപ്പെടുത്തിയ തീയതി — [1207, 1595, 1466, 1617]
category-title: ഫുള്‍ടൈം ജൂനിയര്‍ ലാംഗ്വേജ് ടീച്ചര്‍ അറബിക് (എല്‍.പി.എസ്) — [1131, 1090, 1546, 1107]
